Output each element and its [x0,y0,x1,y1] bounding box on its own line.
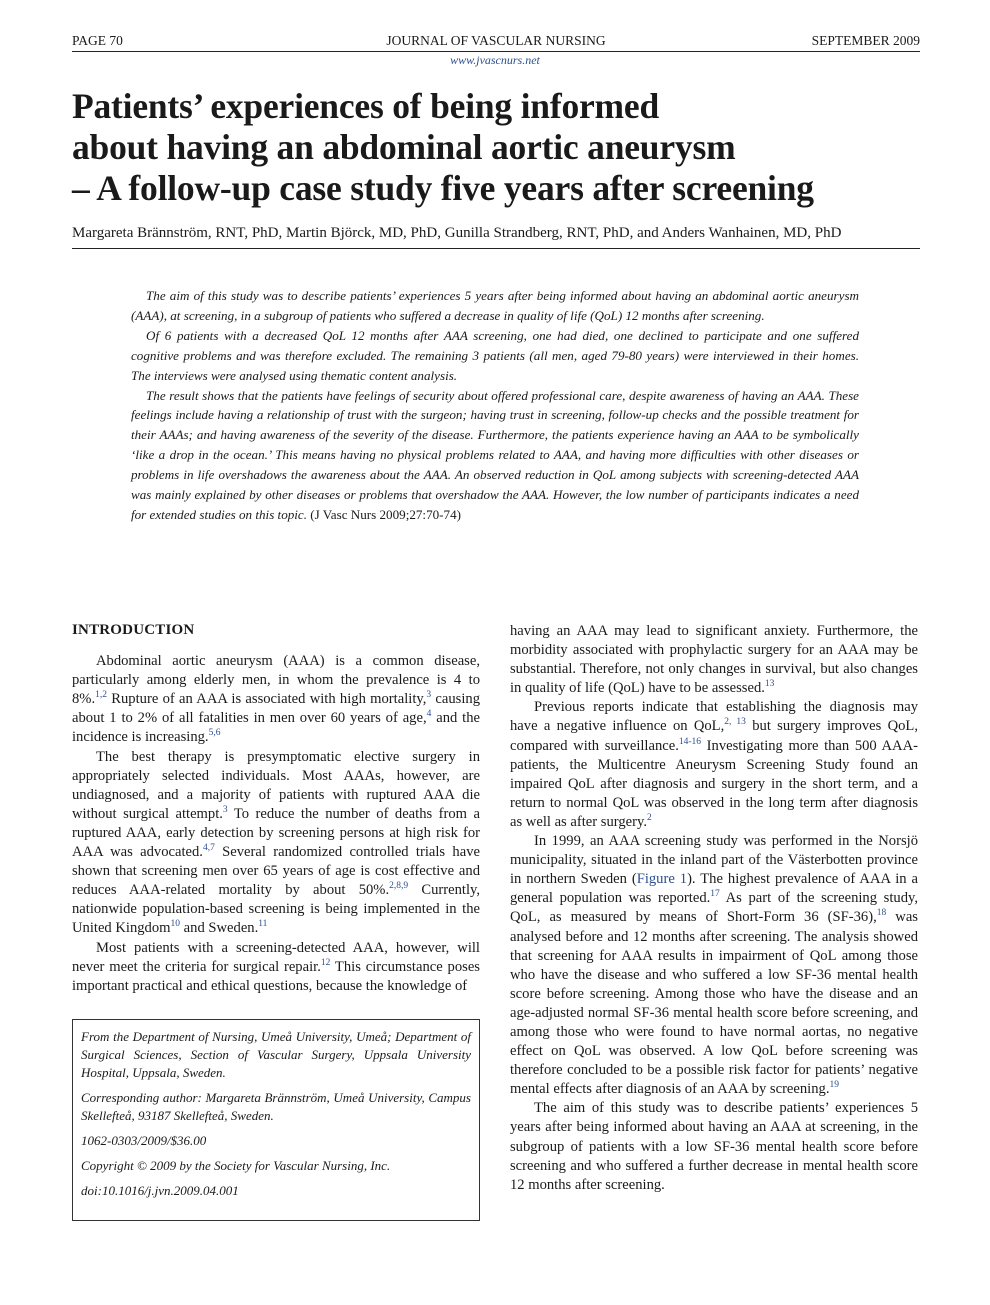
section-heading: INTRODUCTION [72,622,195,638]
journal-name: JOURNAL OF VASCULAR NURSING [386,33,606,48]
title-line: Patients’ experiences of being informed [72,86,660,126]
journal-url[interactable]: www.jvascnurs.net [450,53,540,67]
reference-link[interactable]: 5,6 [208,728,221,739]
corresponding-author: Corresponding author: Margareta Brännström, Umeå University, Campus Skellefteå, 93187 Skellefteå, Sweden. [81,1090,471,1123]
body-paragraph: Previous reports indicate that establishing the diagnosis may have a negative influence on QoL,$^{2, 13}$ but surgery improves QoL, compared with surveillance.$^{14-16}$ Investigating more than 500 AAA-patients, the Multicentre Aneurysm Screening Study found an impaired QoL after diagnosis and surgery in the short term, and a return to normal QoL was observed in the long term after diagnosis as well as after surgery.$^2$ [510,699,918,830]
doi[interactable]: doi:10.1016/j.jvn.2009.04.001 [81,1183,239,1198]
affiliation-box [72,1019,480,1221]
reference-link[interactable]: 4,7 [202,843,215,854]
reference-link[interactable]: 13 [764,679,775,690]
body-paragraph: having an AAA may lead to significant anxiety. Furthermore, the morbidity associated with prophylactic surgery for an AAA may be substantial. Therefore, not only changes in survival, but also changes in quality of life (QoL) have to be assessed.$^{13}$ [510,623,918,697]
article-title [72,86,932,209]
body-paragraph: Most patients with a screening-detected AAA, however, will never meet the criteria for surgical repair.$^{12}$ This circumstance poses important practical and ethical questions, because the knowledge of [72,939,480,994]
reference-link[interactable]: 2, 13 [724,717,746,728]
reference-link[interactable]: 11 [258,919,268,930]
reference-link[interactable]: 1,2 [95,690,107,701]
abstract-paragraph [131,386,859,525]
abstract [131,286,859,525]
reference-link[interactable]: 12 [320,957,331,968]
right-column [510,622,918,1195]
page-number: PAGE 70 [72,33,123,48]
left-column [72,621,480,996]
issn-price: 1062-0303/2009/$36.00 [81,1133,207,1148]
reference-link[interactable]: 17 [710,889,720,900]
body-paragraph: The aim of this study was to describe patients’ experiences 5 years after being informed about having an AAA at screening, in the subgroup of patients with a low SF-36 mental health score before screening and who suffered a further decrease in mental health score 12 months after screening. [510,1100,918,1193]
abstract-text: The result shows that the patients have feelings of security about offered professional care, despite awareness of having an AAA. These feelings include having a relationship of trust with the surgeon; having trust in screening, follow-up checks and the possible treatment for their AAAs; and having awareness of the severity of the disease. Furthermore, the patients experience having an AAA to be symbolically ‘like a drop in the ocean.’ This means having no physical problems related to AAA, and having more difficulties with other diseases or problems in life overshadows the awareness about the AAA. An observed reduction in QoL among subjects with screening-detected AAA was mainly explained by other diseases or problems that overshadow the AAA. However, the low number of participants indicates a need for extended studies on this topic. [131,387,859,522]
body-paragraph: In 1999, an AAA screening study was performed in the Norsjö municipality, situated in the inland part of the Västerbotten province in northern Sweden (Figure 1). The highest prevalence of AAA in a general population was reported.$^{17}$ As part of the screening study, QoL, as measured by means of Short-Form 36 (SF-36),$^{18}$ was analysed before and 12 months after screening. The analysis showed that screening for AAA results in impairment of QoL among those who have the disease and who suffered a low SF-36 mental health score before screening. Among those who have the disease and an age-adjusted normal SF-36 mental health score before screening, and among those who were found to have normal aortas, no negative effect on QoL was observed. A low QoL before screening was therefore concluded to be a possible risk factor for patients’ negative mental effects after diagnosis of an AAA by screening.$^{19}$ [510,833,918,1098]
abstract-paragraph: The aim of this study was to describe patients’ experiences 5 years after being informed about having an abdominal aortic aneurysm (AAA), at screening, in a subgroup of patients who suffered a decrease in quality of life (QoL) 12 months after screening. [131,288,859,323]
reference-link[interactable]: 19 [829,1080,839,1091]
figure-link[interactable]: Figure 1 [636,871,688,888]
title-line: – A follow-up case study five years after screening [72,168,814,208]
title-line: about having an abdominal aortic aneurysm [72,127,736,167]
reference-link[interactable]: 2,8,9 [389,881,409,892]
author-list: Margareta Brännström, RNT, PhD, Martin Björck, MD, PhD, Gunilla Strandberg, RNT, PhD, and Anders Wanhainen, MD, PhD [72,225,842,241]
affiliation-text: From the Department of Nursing, Umeå University, Umeå; Department of Surgical Sciences, Section of Vascular Surgery, Uppsala University Hospital, Uppsala, Sweden. [81,1029,471,1080]
reference-link[interactable]: 2 [646,813,652,824]
abstract-citation: (J Vasc Nurs 2009;27:70-74) [307,506,461,522]
reference-link[interactable]: 10 [170,919,181,930]
reference-link[interactable]: 3 [222,804,228,815]
body-paragraph: The best therapy is presymptomatic elective surgery in appropriately selected individuals. Most AAAs, however, are undiagnosed, and a majority of patients with ruptured AAA die without surgical attempt.$^3$ To reduce the number of deaths from a ruptured AAA, early detection by screening persons at high risk for AAA was advocated.$^{4,7}$ Several randomized controlled trials have shown that screening men over 65 years of age is cost effective and reduces AAA-related mortality by about 50%.$^{2,8,9}$ Currently, nationwide population-based screening is being implemented in the United Kingdom$^{10}$ and Sweden.$^{11}$ [72,748,481,937]
reference-link[interactable]: 4 [426,709,432,720]
reference-link[interactable]: 3 [426,690,432,701]
reference-link[interactable]: 18 [876,908,887,919]
issue-date: SEPTEMBER 2009 [811,33,920,48]
reference-link[interactable]: 14-16 [678,736,702,747]
header-rule [72,51,920,52]
copyright-notice: Copyright © 2009 by the Society for Vascular Nursing, Inc. [81,1158,391,1173]
author-rule [72,248,920,249]
running-header [72,33,920,53]
abstract-paragraph: Of 6 patients with a decreased QoL 12 months after AAA screening, one had died, one declined to participate and one suffered cognitive problems and was therefore excluded. The remaining 3 patients (all men, aged 79-80 years) were interviewed in their homes. The interviews were analysed using thematic content analysis. [131,327,859,383]
body-paragraph: Abdominal aortic aneurysm (AAA) is a common disease, particularly among elderly men, in whom the prevalence is 4 to 8%.$^{1,2}$ Rupture of an AAA is associated with high mortality,$^3$ causing about 1 to 2% of all fatalities in men over 60 years of age,$^4$ and the incidence is increasing.$^{5,6}$ [72,653,480,746]
